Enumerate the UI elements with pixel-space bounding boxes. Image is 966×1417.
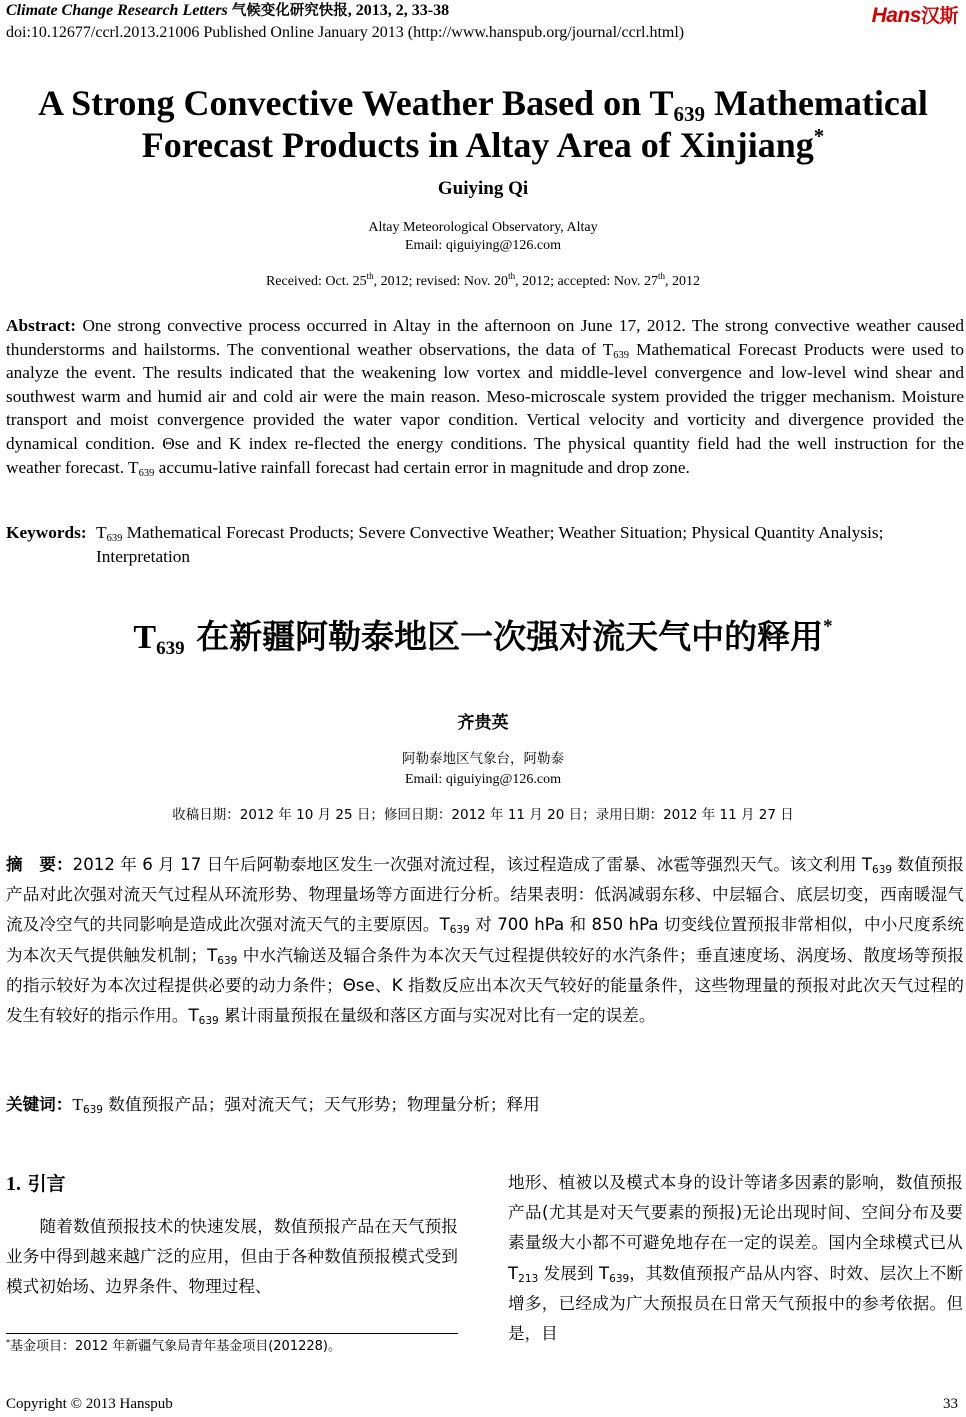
hans-logo [872,1,958,28]
affiliation-cn: 阿勒泰地区气象台，阿勒泰 [402,751,564,767]
kw-en-rest: Mathematical Forecast Products; Severe Convective Weather; Weather Situation; Physical Quantity Analysis; Interpretation [96,523,884,566]
page-number: 33 [943,1396,958,1412]
abstract-en-t1: One strong convective process occurred in Altay in the afternoon on June 17, 2012. The strong convective weather caused thunderstorms and hailstorms. The conventional weather observations, the data of T [6,316,964,359]
doi-line: doi:10.12677/ccrl.2013.21006 Published Online January 2013 (http://www.hanspub.org/journal/ccrl.html) [6,24,685,41]
footnote-text: 基金项目：2012 年新疆气象局青年基金项目(201228)。 [10,1339,341,1354]
abstract-cn-t1: 2012 年 6 月 17 日午后阿勒泰地区发生一次强对流过程，该过程造成了雷暴、冰雹等强烈天气。该文利用 T [72,855,873,874]
received-th-3: th [658,271,666,281]
abstract-cn-t3: 对 700 hPa 和 850 hPa 切变线位置预报非常相似，中小尺度系统为本次天气提供触发机制；T [6,915,964,965]
title-cn-rest: 在新疆阿勒泰地区一次强对流天气中的释用 [184,617,824,656]
abstract-cn-t2: 数值预报产品对此次强对流天气过程从环流形势、物理量场等方面进行分析。结果表明：低涡减弱东移、中层辐合、底层切变，西南暖湿气流及冷空气的共同影响是造成此次强对流天气的主要原因。T [6,855,965,935]
title-en-sub: 639 [673,102,705,126]
section-heading-intro [6,1169,66,1196]
title-cn-sub: 639 [156,638,185,659]
keywords-label: Keywords: [6,523,87,542]
email-cn: Email: qiguiying@126.com [405,772,561,787]
abstract-cn-sub1: 639 [872,864,893,876]
abstract-label: Abstract: [6,316,77,335]
body-right-t1: 地形、植被以及模式本身的设计等诸多因素的影响，数值预报产品(尤其是对天气要素的预报)无论出现时间、空间分布及要素量级大小都不可避免地存在一定的误差。国内全球模式已从 T [508,1173,963,1283]
title-en-part1: A Strong Convective Weather Based on T [38,83,674,123]
received-th-2: th [508,271,516,281]
title-en-part2: Mathematical [704,83,928,123]
kw-cn-t: T [72,1095,83,1114]
body-right-sub1: 213 [518,1272,539,1285]
received-c: , 2012; accepted: Nov. 27 [515,274,659,289]
title-en-line2: Forecast Products in Altay Area of Xinjiang [141,125,814,165]
abstract-en [6,314,964,479]
received-dates-cn: 收稿日期：2012 年 10 月 25 日；修回日期：2012 年 11 月 20 日；录用日期：2012 年 11 月 27 日 [172,807,794,823]
abstract-cn-t4: 中水汽输送及辐合条件为本次天气过程提供较好的水汽条件；垂直速度场、涡度场、散度场等预报的指示较好为本次过程提供必要的动力条件；Θse、K 指数反应出本次天气较好的能量条件，这些物理量的预报对此次天气过程的发生有较好的指示作用。T [6,945,964,1026]
abstract-cn-sub4: 639 [198,1015,219,1028]
copyright: Copyright © 2013 Hanspub [6,1396,173,1412]
abstract-cn-t5: 累计雨量预报在量级和落区方面与实况对比有一定的误差。 [218,1006,656,1026]
received-b: , 2012; revised: Nov. 20 [373,274,509,289]
keywords-cn-label: 关键词： [6,1095,73,1114]
author-en: Guiying Qi [437,178,529,199]
paper-title-cn [0,614,966,661]
footnote-rule [6,1333,458,1334]
logo-text-cn: 汉斯 [920,5,958,27]
abstract-cn-sub3: 639 [217,954,238,967]
received-a: Received: Oct. 25 [265,274,367,289]
journal-name-cn: 气候变化研究快报 [231,3,348,19]
author-cn: 齐贵英 [457,713,509,733]
abstract-cn-sub2: 639 [449,924,470,937]
abstract-en-t3: accumu-lative rainfall forecast had certain error in magnitude and drop zone. [154,457,690,477]
section-title: 引言 [27,1173,66,1195]
body-right-sub2: 639 [609,1272,630,1285]
footnote [6,1338,341,1356]
keywords-cn [6,1090,964,1120]
kw-cn-rest: 数值预报产品；强对流天气；天气形势；物理量分析；释用 [102,1095,540,1114]
journal-name-en: Climate Change Research Letters [6,2,228,19]
title-cn-t: T [133,619,157,656]
abstract-en-sub2: 639 [138,467,155,479]
abstract-cn [6,850,964,1031]
abstract-en-t2: Mathematical Forecast Products were used to analyze the event. The results indicated that the weakening low vortex and middle-level convergence and low-level wind shear and southwest warm and humid air and cold air were the main reason. Meso-microscale system provided the trigger mechanism. Moisture transport and moist convergence provided the water vapor condition. Vertical velocity and vorticity and divergence provided the dynamical condition. Θse and K index re-flected the energy conditions. The physical quantity field had the well instruction for the weather forecast. T [6,339,965,477]
received-d: , 2012 [665,274,701,289]
received-dates-en [0,272,966,291]
logo-text-en: Hans [871,4,921,27]
journal-issue: , 2013, 2, 33-38 [347,2,450,19]
paper-title-en [0,82,966,166]
abstract-cn-label: 摘 要： [6,855,73,874]
body-right-t3: ，其数值预报产品从内容、时效、层次上不断增多，已经成为广大预报员在日常天气预报中的参考依据。但是，目 [508,1263,963,1344]
kw-cn-sub: 639 [82,1104,103,1116]
received-th-1: th [366,271,374,281]
journal-header [6,2,449,20]
kw-en-t: T [96,523,107,542]
email-en: Email: qiguiying@126.com [405,238,561,253]
footnote-star: * [6,1338,10,1347]
section-number: 1. [6,1173,21,1195]
body-right-t2: 发展到 T [538,1263,610,1283]
kw-en-sub: 639 [106,533,123,544]
affiliation-en: Altay Meteorological Observatory, Altay [368,220,598,235]
keywords-en-text [96,521,956,568]
title-cn-star: * [823,616,833,637]
title-en-star: * [813,124,825,148]
abstract-en-sub1: 639 [613,349,630,361]
body-column-right [508,1168,963,1349]
body-column-left: 随着数值预报技术的快速发展，数值预报产品在天气预报业务中得到越来越广泛的应用，但由于各种数值预报模式受到模式初始场、边界条件、物理过程、 [6,1217,458,1297]
